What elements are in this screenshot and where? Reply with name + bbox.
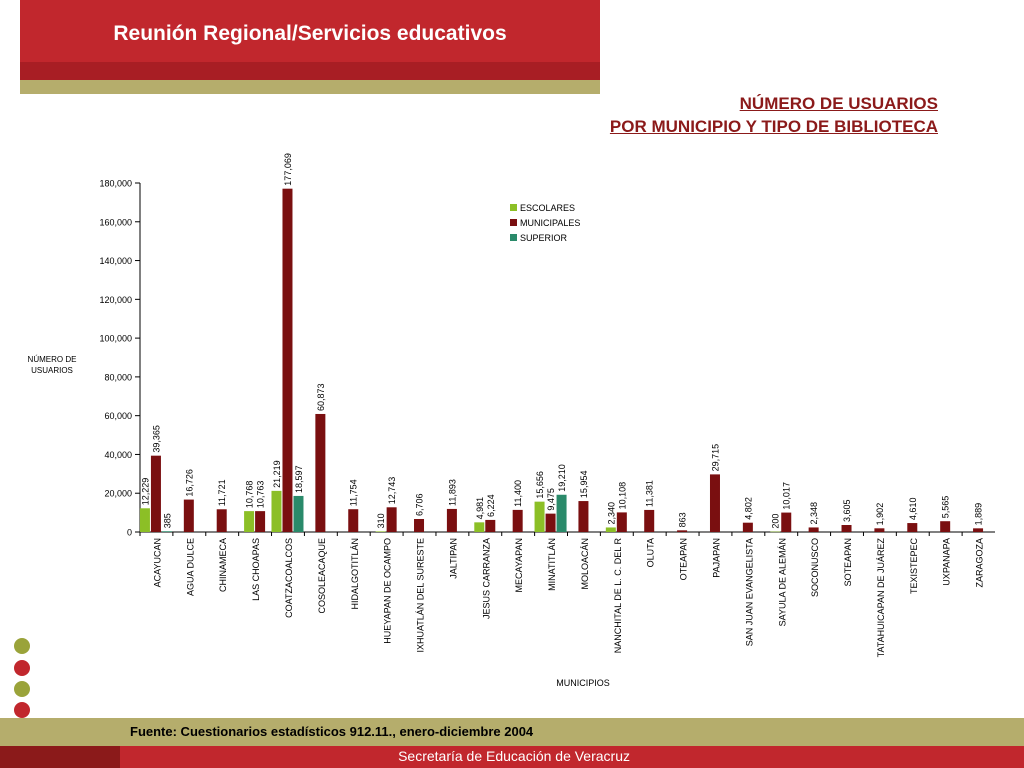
- data-label: 12,743: [387, 476, 398, 505]
- data-label: 6,224: [485, 494, 496, 517]
- data-label: 29,715: [710, 443, 721, 472]
- bar-municipales: [348, 509, 358, 532]
- bar-municipales: [315, 414, 325, 532]
- bar-escolares: [770, 532, 780, 533]
- decor-dot-red-1: [14, 660, 30, 676]
- chart-subtitle-line1: NÚMERO DE USUARIOS: [739, 94, 938, 113]
- data-label: 177,069: [282, 153, 293, 186]
- x-tick-label: COSOLEACAQUE: [316, 538, 327, 614]
- x-tick-label: HIDALGOTITLÁN: [349, 538, 360, 610]
- bar-escolares: [271, 491, 281, 532]
- bar-municipales: [809, 527, 819, 532]
- y-axis-label-line1: NÚMERO DE: [27, 355, 77, 364]
- bar-escolares: [474, 522, 484, 532]
- x-tick-label: NANCHITAL DE L. C. DEL R: [612, 538, 623, 654]
- x-tick-label: OTEAPAN: [678, 538, 689, 581]
- bar-municipales: [940, 521, 950, 532]
- y-tick-label: 120,000: [99, 294, 132, 305]
- y-tick-label: 0: [126, 527, 132, 538]
- data-label: 10,017: [781, 482, 792, 510]
- decor-dot-olive-1: [14, 638, 30, 654]
- bar-municipales: [644, 510, 654, 532]
- x-axis-label: MUNICIPIOS: [556, 678, 610, 688]
- x-tick-label: SAN JUAN EVANGELISTA: [744, 538, 755, 647]
- bar-municipales: [781, 513, 791, 532]
- data-label: 21,219: [271, 460, 282, 488]
- page-title: Reunión Regional/Servicios educativos: [113, 22, 507, 45]
- bar-municipales: [447, 509, 457, 532]
- organization-name: Secretaría de Educación de Veracruz: [398, 748, 630, 764]
- y-tick-label: 100,000: [99, 333, 132, 344]
- legend-label: ESCOLARES: [520, 203, 576, 213]
- legend-label: MUNICIPALES: [520, 218, 581, 228]
- bar-municipales: [513, 510, 523, 532]
- bar-municipales: [842, 525, 852, 532]
- x-tick-label: TEXISTEPEC: [908, 538, 919, 595]
- bar-municipales: [710, 474, 720, 532]
- x-tick-label: IXHUATLÁN DEL SURESTE: [415, 538, 426, 653]
- bar-municipales: [907, 523, 917, 532]
- bar-municipales: [874, 528, 884, 532]
- x-tick-label: SOCONUSCO: [810, 538, 821, 598]
- data-label: 1,902: [874, 502, 885, 526]
- bar-municipales: [414, 519, 424, 532]
- x-tick-label: AGUA DULCE: [185, 538, 196, 597]
- data-label: 18,597: [293, 465, 304, 493]
- x-tick-label: OLUTA: [645, 538, 656, 568]
- y-axis-label-line2: USUARIOS: [31, 366, 73, 375]
- bar-municipales: [282, 189, 292, 532]
- data-label: 3,605: [842, 499, 853, 523]
- y-tick-label: 40,000: [104, 449, 132, 460]
- x-tick-label: ZARAGOZA: [974, 537, 985, 588]
- data-label: 5,565: [940, 495, 951, 519]
- data-label: 11,893: [447, 479, 458, 506]
- x-tick-label: HUEYAPAN DE OCAMPO: [382, 538, 393, 644]
- bar-superior: [162, 531, 172, 532]
- data-label: 60,873: [315, 383, 326, 411]
- bar-municipales: [743, 523, 753, 532]
- source-note: Fuente: Cuestionarios estadísticos 912.11., enero-diciembre 2004: [130, 724, 534, 739]
- footer-red-band-accent: [0, 746, 120, 768]
- x-tick-label: MECAYAPAN: [514, 538, 525, 593]
- bar-municipales: [617, 512, 627, 532]
- x-tick-label: SOTEAPAN: [843, 538, 854, 587]
- bar-escolares: [535, 502, 545, 532]
- y-tick-label: 60,000: [104, 411, 132, 422]
- x-tick-label: CHINAMECA: [218, 538, 229, 593]
- x-tick-label: UXPANAPA: [941, 538, 952, 586]
- legend-label: SUPERIOR: [520, 233, 568, 243]
- bar-municipales: [973, 528, 983, 532]
- data-label: 4,802: [743, 497, 754, 520]
- x-tick-label: JALTIPAN: [448, 538, 459, 579]
- x-tick-label: MOLOACÁN: [579, 538, 590, 590]
- x-tick-label: COATZACOALCOS: [283, 538, 294, 618]
- data-label: 12,229: [140, 477, 151, 506]
- legend-swatch-escolares: [510, 204, 517, 211]
- bar-municipales: [677, 530, 687, 532]
- x-tick-label: SAYULA DE ALEMÁN: [777, 538, 788, 627]
- data-label: 11,400: [513, 480, 524, 507]
- x-tick-label: MINATITLÁN: [547, 538, 558, 591]
- decor-dot-olive-2: [14, 681, 30, 697]
- legend-swatch-superior: [510, 234, 517, 241]
- data-label: 11,381: [644, 480, 655, 507]
- chart-subtitle-line2: POR MUNICIPIO Y TIPO DE BIBLIOTECA: [609, 117, 938, 136]
- data-label: 19,210: [557, 464, 568, 492]
- data-label: 2,348: [809, 501, 820, 525]
- y-tick-label: 180,000: [99, 178, 132, 189]
- bar-municipales: [151, 456, 161, 532]
- y-tick-label: 160,000: [99, 217, 132, 228]
- data-label: 10,768: [244, 480, 255, 509]
- data-label: 11,721: [217, 479, 228, 507]
- bar-municipales: [255, 511, 265, 532]
- data-label: 863: [677, 512, 688, 528]
- y-tick-label: 140,000: [99, 256, 132, 267]
- y-tick-label: 20,000: [104, 488, 132, 499]
- x-tick-label: PAJAPAN: [711, 538, 722, 578]
- data-label: 200: [770, 513, 781, 529]
- data-label: 385: [162, 513, 173, 529]
- x-tick-label: LAS CHOAPAS: [251, 538, 262, 601]
- data-label: 310: [376, 513, 387, 529]
- x-tick-label: ACAYUCAN: [152, 538, 163, 588]
- data-label: 1,889: [973, 502, 984, 526]
- data-label: 10,108: [617, 481, 628, 510]
- decor-dot-red-2: [14, 702, 30, 718]
- legend-swatch-municipales: [510, 219, 517, 226]
- bar-municipales: [387, 507, 397, 532]
- bar-escolares: [376, 531, 386, 532]
- data-label: 9,475: [546, 488, 557, 511]
- bar-municipales: [578, 501, 588, 532]
- bar-superior: [557, 495, 567, 532]
- bar-escolares: [606, 527, 616, 532]
- bar-municipales: [184, 500, 194, 532]
- bar-municipales: [485, 520, 495, 532]
- x-tick-label: JESUS CARRANZA: [481, 538, 492, 620]
- data-label: 15,656: [535, 471, 546, 499]
- bar-escolares: [244, 511, 254, 532]
- data-label: 15,954: [578, 470, 589, 499]
- bar-superior: [293, 496, 303, 532]
- data-label: 6,706: [414, 493, 425, 516]
- data-label: 4,610: [907, 497, 918, 521]
- data-label: 2,340: [606, 501, 617, 525]
- x-tick-label: TATAHUICAPAN DE JUÁREZ: [875, 538, 886, 658]
- y-tick-label: 80,000: [104, 372, 132, 383]
- data-label: 16,726: [184, 469, 195, 497]
- data-label: 10,763: [255, 480, 266, 509]
- data-label: 11,754: [348, 479, 359, 507]
- data-label: 39,365: [151, 425, 162, 453]
- bar-municipales: [217, 509, 227, 532]
- bar-municipales: [546, 514, 556, 532]
- data-label: 4,981: [474, 496, 485, 520]
- bar-escolares: [140, 508, 150, 532]
